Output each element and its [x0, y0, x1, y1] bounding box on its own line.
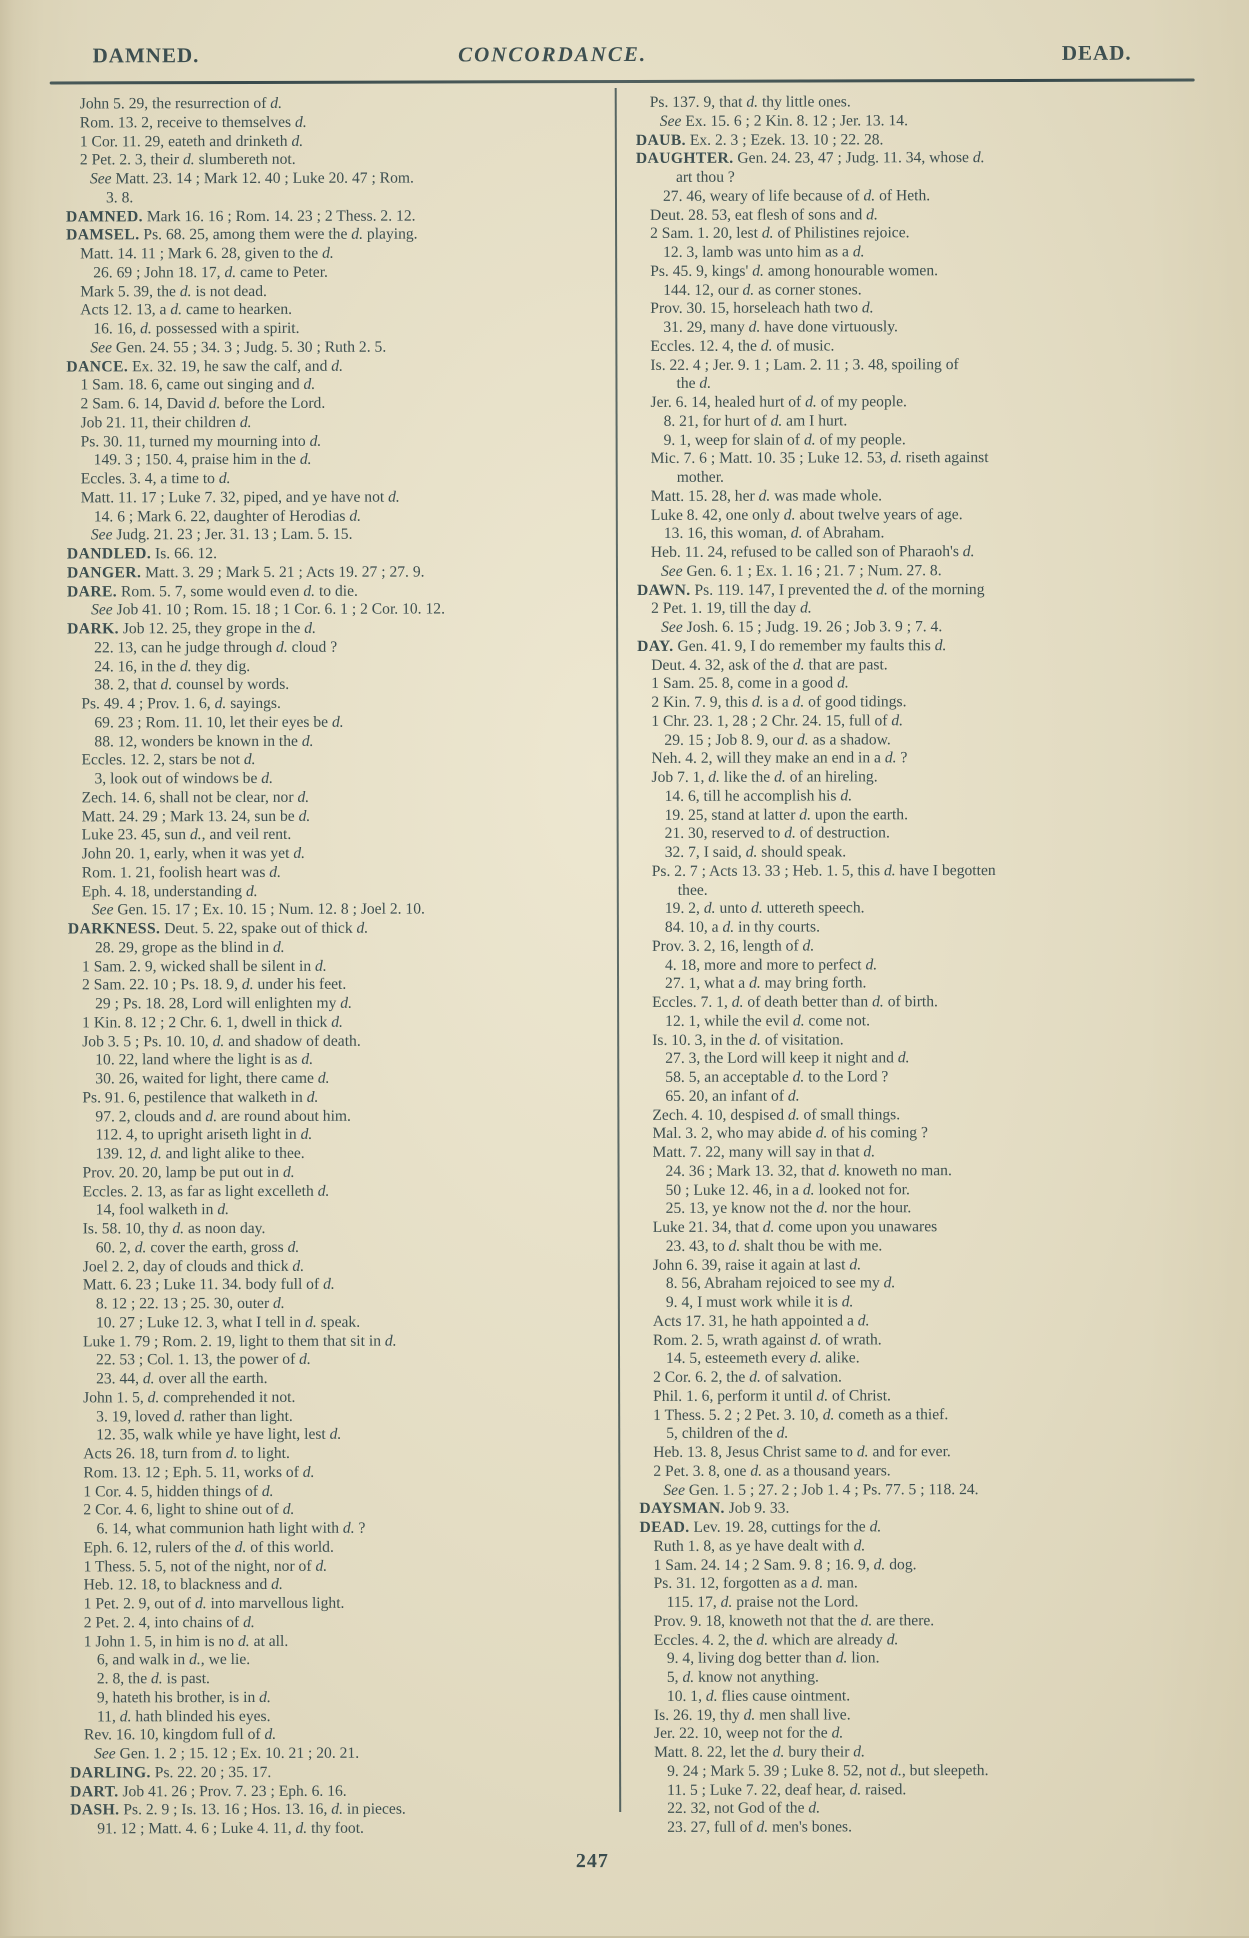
concordance-line: 22. 13, can he judge through d. cloud ?	[94, 638, 338, 657]
concordance-line: DANDLED. Is. 66. 12.	[66, 545, 217, 563]
concordance-line: 14. 6 ; Mark 6. 22, daughter of Herodias d.	[93, 507, 362, 525]
concordance-line: 10. 27 ; Luke 12. 3, what I tell in d. speak.	[95, 1313, 361, 1332]
concordance-line: 11, d. hath blinded his eyes.	[96, 1707, 271, 1725]
concordance-line: 23. 44, d. over all the earth.	[96, 1369, 268, 1388]
concordance-line: Matt. 24. 29 ; Mark 13. 24, sun be d.	[81, 807, 311, 825]
concordance-line: 3, look out of windows be d.	[94, 769, 273, 788]
concordance-line: Ps. 137. 9, that d. thy little ones.	[649, 93, 851, 111]
concordance-line: DAY. Gen. 41. 9, I do remember my faults this d.	[637, 636, 947, 655]
concordance-line: 29. 15 ; Job 8. 9, our d. as a shadow.	[664, 730, 891, 749]
concordance-line: 144. 12, our d. as corner stones.	[663, 280, 862, 299]
concordance-line: 2 Kin. 7. 9, this d. is a d. of good tidings.	[651, 693, 907, 711]
concordance-line: 14. 6, till he accomplish his d.	[664, 787, 853, 805]
concordance-line: Eccles. 4. 2, the d. which are already d.	[653, 1630, 899, 1649]
concordance-line: Rom. 13. 2, receive to themselves d.	[79, 113, 307, 132]
concordance-line: See Josh. 6. 15 ; Judg. 19. 26 ; Job 3. 9 ; 7. 4.	[661, 618, 943, 636]
concordance-line: Acts 17. 31, he hath appointed a d.	[652, 1312, 870, 1330]
concordance-line: DAMSEL. Ps. 68. 25, among them were the d. playing.	[66, 225, 418, 244]
concordance-line: Deut. 4. 32, ask of the d. that are past.	[651, 655, 888, 674]
concordance-line: 2 Cor. 6. 2, the d. of salvation.	[653, 1368, 842, 1386]
concordance-line: John 20. 1, early, when it was yet d.	[81, 844, 306, 863]
concordance-line: 8. 12 ; 22. 13 ; 25. 30, outer d.	[95, 1294, 285, 1313]
concordance-line: 97. 2, clouds and d. are round about him.	[95, 1107, 351, 1125]
concordance-line: Eccles. 12. 4, the d. of music.	[650, 337, 835, 355]
concordance-line: Matt. 11. 17 ; Luke 7. 32, piped, and ye have not d.	[80, 488, 400, 507]
concordance-line: 19. 2, d. unto d. uttereth speech.	[664, 899, 865, 918]
concordance-line: DART. Job 41. 26 ; Prov. 7. 23 ; Eph. 6. 16.	[70, 1782, 347, 1800]
concordance-line: Rom. 1. 21, foolish heart was d.	[81, 863, 282, 882]
concordance-line: DANGER. Matt. 3. 29 ; Mark 5. 21 ; Acts 19. 27 ; 27. 9.	[66, 563, 425, 582]
concordance-line: 58. 5, an acceptable d. to the Lord ?	[665, 1068, 889, 1086]
concordance-line: Ps. 45. 9, kings' d. among honourable women.	[650, 261, 939, 280]
page-number: 247	[575, 1850, 609, 1873]
concordance-line: Neh. 4. 2, will they make an end in a d. ?	[651, 749, 908, 768]
concordance-line: DAUB. Ex. 2. 3 ; Ezek. 13. 10 ; 22. 28.	[635, 130, 884, 149]
concordance-line: DAWN. Ps. 119. 147, I prevented the d. of the morning	[636, 580, 985, 599]
concordance-line: 29 ; Ps. 18. 28, Lord will enlighten my d.	[95, 994, 352, 1013]
concordance-line: Job 21. 11, their children d.	[80, 413, 252, 432]
concordance-line: 16. 16, d. possessed with a spirit.	[93, 319, 300, 338]
concordance-line: 2 Pet. 1. 19, till the day d.	[651, 599, 812, 618]
concordance-line: Prov. 20. 20, lamp be put out in d.	[82, 1163, 295, 1182]
concordance-line: 112. 4, to upright ariseth light in d.	[95, 1126, 313, 1144]
concordance-line: 9, hateth his brother, is in d.	[96, 1688, 271, 1707]
concordance-line: 27. 3, the Lord will keep it night and d.	[665, 1049, 910, 1068]
concordance-line: Eccles. 2. 13, as far as light excelleth d.	[82, 1182, 330, 1200]
concordance-line: 1 Thess. 5. 2 ; 2 Pet. 3. 10, d. cometh as a thief.	[653, 1405, 949, 1424]
concordance-line: DARLING. Ps. 22. 20 ; 35. 17.	[70, 1763, 272, 1782]
concordance-line: 1 Pet. 2. 9, out of d. into marvellous light.	[83, 1594, 345, 1613]
concordance-line: Ruth 1. 8, as ye have dealt with d.	[653, 1537, 866, 1555]
concordance-line: Matt. 8. 22, let the d. bury their d.	[654, 1743, 866, 1761]
concordance-line: 91. 12 ; Matt. 4. 6 ; Luke 4. 11, d. thy foot.	[97, 1819, 364, 1838]
concordance-line: 19. 25, stand at latter d. upon the earth.	[664, 805, 909, 824]
concordance-line: Heb. 13. 8, Jesus Christ same to d. and for ever.	[653, 1443, 951, 1461]
concordance-line: Matt. 7. 22, many will say in that d.	[652, 1143, 876, 1161]
concordance-line: 38. 2, that d. counsel by words.	[94, 676, 290, 694]
right-column	[636, 92, 1241, 1837]
concordance-line: Job 7. 1, d. like the d. of an hireling.	[651, 768, 878, 786]
concordance-line: 2 Sam. 1. 20, lest d. of Philistines rejoice.	[650, 224, 910, 243]
concordance-line: Luke 1. 79 ; Rom. 2. 19, light to them that sit in d.	[82, 1332, 397, 1350]
concordance-line: DANCE. Ex. 32. 19, he saw the calf, and d.	[66, 357, 343, 375]
concordance-line: Luke 23. 45, sun d., and veil rent.	[81, 826, 292, 844]
concordance-line: 9. 24 ; Mark 5. 39 ; Luke 8. 52, not d., but sleepeth.	[667, 1761, 989, 1780]
concordance-line: Is. 26. 19, thy d. men shall live.	[653, 1705, 851, 1724]
concordance-line: See Judg. 21. 23 ; Jer. 31. 13 ; Lam. 5. 15.	[90, 525, 353, 544]
column-divider	[615, 88, 622, 1812]
concordance-line: See Gen. 1. 2 ; 15. 12 ; Ex. 10. 21 ; 20. 21.	[94, 1744, 360, 1763]
running-header	[53, 41, 1192, 74]
concordance-line: See Job 41. 10 ; Rom. 15. 18 ; 1 Cor. 6. 1 ; 2 Cor. 10. 12.	[91, 600, 445, 619]
concordance-line: DEAD. Lev. 19. 28, cuttings for the d.	[639, 1518, 882, 1536]
concordance-line: 6. 14, what communion hath light with d. ?	[96, 1519, 366, 1538]
concordance-line: Prov. 3. 2, 16, length of d.	[651, 937, 815, 955]
concordance-line: Heb. 11. 24, refused to be called son of Pharaoh's d.	[650, 543, 975, 561]
concordance-line: DAMNED. Mark 16. 16 ; Rom. 14. 23 ; 2 Thess. 2. 12.	[66, 207, 416, 225]
concordance-line: John 5. 29, the resurrection of d.	[79, 94, 283, 113]
concordance-line: 12. 35, walk while ye have light, lest d.	[96, 1425, 342, 1444]
concordance-line: Ps. 31. 12, forgotten as a d. man.	[653, 1574, 858, 1593]
concordance-line: DASH. Ps. 2. 9 ; Is. 13. 16 ; Hos. 13. 16, d. in pieces.	[70, 1800, 406, 1819]
concordance-line: DARKNESS. Deut. 5. 22, spake out of thick d.	[67, 919, 369, 938]
concordance-line: Rev. 16. 10, kingdom full of d.	[83, 1726, 277, 1744]
concordance-line: Mal. 3. 2, who may abide d. of his coming ?	[652, 1124, 928, 1143]
concordance-line: 2. 8, the d. is past.	[96, 1670, 210, 1688]
concordance-line: 1 Thess. 5. 5, not of the night, nor of d.	[83, 1557, 328, 1575]
concordance-line: Matt. 14. 11 ; Mark 6. 28, given to the d.	[80, 244, 334, 263]
concordance-line: See Gen. 24. 55 ; 34. 3 ; Judg. 5. 30 ; Ruth 2. 5.	[90, 338, 387, 357]
concordance-line: 12. 1, while the evil d. come not.	[665, 1012, 871, 1030]
concordance-line: 2 Pet. 2. 4, into chains of d.	[83, 1613, 255, 1632]
concordance-line: 139. 12, d. and light alike to thee.	[95, 1144, 305, 1163]
concordance-line: 21. 30, reserved to d. of destruction.	[664, 824, 890, 843]
concordance-line: 9. 4, I must work while it is d.	[665, 1293, 854, 1311]
concordance-line: Mark 5. 39, the d. is not dead.	[80, 282, 267, 300]
concordance-line: 5, d. know not anything.	[666, 1668, 819, 1686]
concordance-line: 1 Sam. 25. 8, come in a good d.	[651, 674, 849, 693]
concordance-line: 10. 1, d. flies cause ointment.	[666, 1687, 851, 1705]
concordance-line: Matt. 15. 28, her d. was made whole.	[650, 487, 883, 505]
concordance-line: See Gen. 1. 5 ; 27. 2 ; Job 1. 4 ; Ps. 77. 5 ; 118. 24.	[663, 1480, 979, 1499]
concordance-line: 115. 17, d. praise not the Lord.	[666, 1593, 859, 1611]
concordance-line: Eccles. 7. 1, d. of death better than d. of birth.	[652, 993, 938, 1011]
concordance-line: Is. 58. 10, thy d. as noon day.	[82, 1219, 266, 1238]
concordance-line: 1 Cor. 11. 29, eateth and drinketh d.	[79, 132, 304, 150]
concordance-line: 1 Chr. 23. 1, 28 ; 2 Chr. 24. 15, full of d.	[651, 712, 904, 730]
concordance-line: 3. 8.	[105, 189, 134, 207]
concordance-line: 10. 22, land where the light is as d.	[95, 1051, 314, 1069]
concordance-line: 1 Kin. 8. 12 ; 2 Chr. 6. 1, dwell in thick d.	[82, 1013, 343, 1032]
concordance-line: 25. 13, ye know not the d. nor the hour.	[665, 1199, 912, 1218]
running-head-left: DAMNED.	[92, 43, 200, 68]
concordance-line: 2 Sam. 22. 10 ; Ps. 18. 9, d. under his feet.	[82, 975, 347, 994]
concordance-line: Phil. 1. 6, perform it until d. of Christ.	[653, 1387, 891, 1405]
concordance-line: Luke 21. 34, that d. come upon you unawares	[652, 1218, 938, 1236]
concordance-line: 1 Sam. 2. 9, wicked shall be silent in d.	[81, 957, 327, 975]
concordance-line: Joel 2. 2, day of clouds and thick d.	[82, 1257, 305, 1275]
concordance-line: Ps. 30. 11, turned my mourning into d.	[80, 432, 322, 450]
concordance-line: DAYSMAN. Job 9. 33.	[639, 1499, 790, 1518]
concordance-line: 9. 1, weep for slain of d. of my people.	[663, 430, 906, 449]
concordance-line: 50 ; Luke 12. 46, in a d. looked not for.	[665, 1180, 910, 1199]
concordance-line: 23. 27, full of d. men's bones.	[667, 1818, 853, 1836]
concordance-line: Acts 26. 18, turn from d. to light.	[83, 1444, 290, 1463]
concordance-line: 27. 1, what a d. may bring forth.	[665, 974, 867, 993]
concordance-line: 88. 12, wonders be known in the d.	[94, 732, 314, 750]
concordance-line: 2 Sam. 6. 14, David d. before the Lord.	[80, 394, 326, 413]
concordance-line: Eccles. 3. 4, a time to d.	[80, 470, 231, 488]
concordance-line: See Ex. 15. 6 ; 2 Kin. 8. 12 ; Jer. 13. 14.	[659, 112, 908, 130]
concordance-line: 4. 18, more and more to perfect d.	[664, 955, 878, 974]
concordance-line: See Matt. 23. 14 ; Mark 12. 40 ; Luke 20. 47 ; Rom.	[89, 169, 414, 188]
concordance-line: 5, children of the d.	[666, 1424, 789, 1443]
concordance-line: Ps. 2. 7 ; Acts 13. 33 ; Heb. 1. 5, this d. have I begotten	[651, 861, 996, 880]
concordance-line: Eccles. 12. 2, stars be not d.	[81, 751, 256, 769]
concordance-line: Eph. 4. 18, understanding d.	[81, 882, 258, 900]
concordance-line: 22. 32, not God of the d.	[667, 1799, 821, 1818]
concordance-line: Heb. 12. 18, to blackness and d.	[83, 1576, 283, 1594]
concordance-line: thee.	[677, 881, 708, 899]
concordance-line: 23. 43, to d. shalt thou be with me.	[665, 1237, 883, 1255]
concordance-line: Eph. 6. 12, rulers of the d. of this world.	[83, 1538, 334, 1557]
concordance-line: 14, fool walketh in d.	[95, 1201, 230, 1219]
concordance-line: 8. 21, for hurt of d. am I hurt.	[663, 412, 848, 430]
concordance-line: Acts 12. 13, a d. came to hearken.	[80, 301, 293, 319]
concordance-line: DARK. Job 12. 25, they grope in the d.	[67, 619, 317, 638]
concordance-line: 28. 29, grope as the blind in d.	[94, 938, 285, 957]
running-head-center: CONCORDANCE.	[458, 41, 648, 67]
concordance-line: 1 John 1. 5, in him is no d. at all.	[83, 1632, 289, 1650]
concordance-line: 27. 46, weary of life because of d. of Heth.	[662, 186, 931, 205]
concordance-line: 149. 3 ; 150. 4, praise him in the d.	[93, 451, 312, 469]
concordance-line: Job 3. 5 ; Ps. 10. 10, d. and shadow of death.	[82, 1032, 361, 1050]
concordance-line: DARE. Rom. 5. 7, some would even d. to die.	[66, 582, 358, 600]
concordance-line: 24. 36 ; Mark 13. 32, that d. knoweth no man.	[665, 1161, 952, 1180]
concordance-line: John 6. 39, raise it again at last d.	[652, 1255, 862, 1274]
concordance-line: Ps. 49. 4 ; Prov. 1. 6, d. sayings.	[81, 694, 281, 713]
concordance-line: Ps. 91. 6, pestilence that walketh in d.	[82, 1088, 319, 1107]
concordance-line: Prov. 30. 15, horseleach hath two d.	[650, 299, 874, 318]
concordance-line: Luke 8. 42, one only d. about twelve years of age.	[650, 505, 963, 524]
concordance-line: 11. 5 ; Luke 7. 22, deaf hear, d. raised.	[667, 1780, 907, 1799]
concordance-line: Zech. 14. 6, shall not be clear, nor d.	[81, 788, 310, 807]
concordance-line: Rom. 2. 5, wrath against d. of wrath.	[652, 1330, 882, 1349]
running-head-right: DEAD.	[1061, 40, 1132, 65]
concordance-line: 65. 20, an infant of d.	[665, 1087, 800, 1105]
concordance-line: 84. 10, a d. in thy courts.	[664, 918, 820, 936]
concordance-line: John 1. 5, d. comprehended it not.	[83, 1388, 296, 1407]
concordance-line: art thou ?	[675, 168, 735, 186]
concordance-line: 24. 16, in the d. they dig.	[94, 657, 251, 675]
left-column	[66, 94, 611, 1839]
concordance-line: See Gen. 6. 1 ; Ex. 1. 16 ; 21. 7 ; Num. 27. 8.	[660, 561, 942, 580]
concordance-line: Is. 10. 3, in the d. of visitation.	[652, 1030, 844, 1049]
concordance-line: Rom. 13. 12 ; Eph. 5. 11, works of d.	[83, 1463, 315, 1482]
header-rule	[50, 79, 1195, 85]
concordance-line: 69. 23 ; Rom. 11. 10, let their eyes be d.	[94, 713, 344, 732]
concordance-line: 14. 5, esteemeth every d. alike.	[666, 1349, 860, 1368]
concordance-line: Prov. 9. 18, knoweth not that the d. are there.	[653, 1611, 935, 1630]
concordance-line: 8. 56, Abraham rejoiced to see my d.	[665, 1274, 896, 1293]
concordance-line: Matt. 6. 23 ; Luke 11. 34. body full of d.	[82, 1276, 335, 1294]
concordance-line: 22. 53 ; Col. 1. 13, the power of d.	[96, 1351, 311, 1369]
concordance-line: 9. 4, living dog better than d. lion.	[666, 1649, 880, 1668]
concordance-line: 2 Pet. 3. 8, one d. as a thousand years.	[653, 1462, 891, 1480]
concordance-line: 2 Cor. 4. 6, light to shine out of d.	[83, 1501, 295, 1519]
concordance-line: Jer. 6. 14, healed hurt of d. of my people.	[650, 393, 907, 411]
concordance-line: 32. 7, I said, d. should speak.	[664, 843, 847, 861]
concordance-line: Deut. 28. 53, eat flesh of sons and d.	[650, 205, 878, 224]
concordance-line: 3. 19, loved d. rather than light.	[96, 1407, 293, 1425]
concordance-line: 2 Pet. 2. 3, their d. slumbereth not.	[79, 151, 296, 169]
concordance-line: Jer. 22. 10, weep not for the d.	[653, 1724, 844, 1743]
concordance-line: 12. 3, lamb was unto him as a d.	[663, 243, 865, 261]
concordance-line: DAUGHTER. Gen. 24. 23, 47 ; Judg. 11. 34, whose d.	[635, 149, 985, 168]
concordance-line: Is. 22. 4 ; Jer. 9. 1 ; Lam. 2. 11 ; 3. 48, spoiling of	[650, 355, 959, 374]
concordance-line: Mic. 7. 6 ; Matt. 10. 35 ; Luke 12. 53, d. riseth against	[650, 449, 989, 468]
concordance-line: Zech. 4. 10, despised d. of small things.	[652, 1105, 901, 1124]
concordance-line: 1 Sam. 18. 6, came out singing and d.	[80, 376, 316, 394]
concordance-line: 60. 2, d. cover the earth, gross d.	[95, 1238, 300, 1257]
concordance-line: 30. 26, waited for light, there came d.	[95, 1069, 330, 1088]
concordance-line: 13. 16, this woman, d. of Abraham.	[663, 524, 885, 543]
concordance-line: 1 Sam. 24. 14 ; 2 Sam. 9. 8 ; 16. 9, d. dog.	[653, 1555, 917, 1574]
concordance-line: mother.	[676, 468, 724, 486]
concordance-line: 6, and walk in d., we lie.	[96, 1651, 251, 1669]
concordance-line: 31. 29, many d. have done virtuously.	[663, 318, 898, 336]
concordance-line: the d.	[676, 375, 712, 393]
concordance-line: 1 Cor. 4. 5, hidden things of d.	[83, 1482, 274, 1500]
concordance-line: See Gen. 15. 17 ; Ex. 10. 15 ; Num. 12. 8 ; Joel 2. 10.	[91, 900, 425, 919]
concordance-line: 26. 69 ; John 18. 17, d. came to Peter.	[93, 263, 328, 282]
